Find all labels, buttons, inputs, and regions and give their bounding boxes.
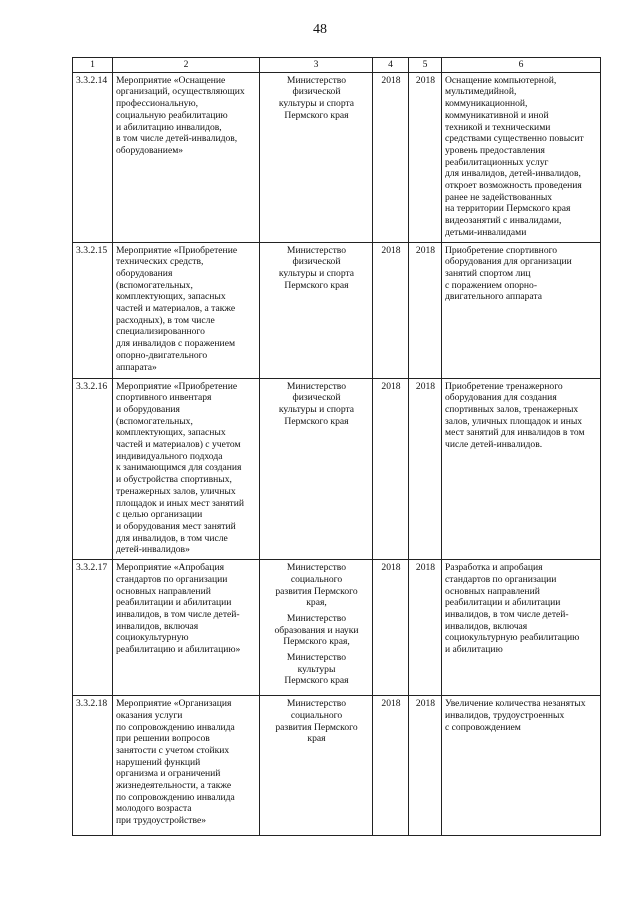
result-line: стандартов по организации <box>445 573 557 585</box>
event-line: инвалидов, в том числе детей- <box>116 608 240 620</box>
responsible-ministry <box>260 560 373 696</box>
ministry-line: культуры <box>297 663 336 675</box>
ministry-line: культуры и спорта <box>278 98 355 110</box>
event-line: стандартов по организации <box>116 573 228 585</box>
result-line: техникой и техническими <box>445 121 551 133</box>
item-number: 3.3.2.16 <box>73 378 113 560</box>
event-line: комплектующих, запасных <box>116 291 226 303</box>
event-line: Мероприятие «Апробация <box>116 562 224 574</box>
result-line: двигательного аппарата <box>445 291 542 303</box>
event-line: Мероприятие «Приобретение <box>116 244 238 256</box>
event-line: социальную реабилитацию <box>116 109 228 121</box>
event-line: жизнедеятельности, а также <box>116 780 232 792</box>
ministry-line: Пермского края <box>284 415 349 427</box>
result-line: инвалидов, включая <box>445 620 528 632</box>
result-line: инвалидов, трудоустроенных <box>445 709 565 721</box>
event-line: организаций, осуществляющих <box>116 86 245 98</box>
ministry-line: развития Пермского <box>275 585 358 597</box>
result-line: инвалидов, в том числе детей- <box>445 608 569 620</box>
year-start: 2018 <box>373 242 409 378</box>
event-line: (вспомогательных, <box>116 415 193 427</box>
year-start: 2018 <box>373 696 409 836</box>
expected-result <box>442 242 601 378</box>
result-line: занятий спортом лиц <box>445 267 531 279</box>
result-line: на территории Пермского края <box>445 203 571 215</box>
event-line: оборудованием» <box>116 144 184 156</box>
result-line: детьми-инвалидами <box>445 226 527 238</box>
responsible-ministry <box>260 72 373 242</box>
ministry-line: физической <box>292 86 341 98</box>
result-line: с сопровождением <box>445 721 521 733</box>
result-line: уровень предоставления <box>445 144 545 156</box>
result-line: видеозанятий с инвалидами, <box>445 215 562 227</box>
column-header: 4 <box>373 58 409 73</box>
result-line: Приобретение тренажерного <box>445 380 563 392</box>
event-line: для инвалидов, в том числе <box>116 532 228 544</box>
result-line: Разработка и апробация <box>445 562 543 574</box>
result-line: оборудования для создания <box>445 392 557 404</box>
result-line: откроет возможность проведения <box>445 180 582 192</box>
ministry-line: Министерство <box>286 244 347 256</box>
ministry-line: Пермского края <box>284 109 349 121</box>
table-row <box>73 242 601 378</box>
column-header: 3 <box>260 58 373 73</box>
result-line: коммуникативной и иной <box>445 109 549 121</box>
item-number: 3.3.2.14 <box>73 72 113 242</box>
result-line: для инвалидов, детей-инвалидов, <box>445 168 581 180</box>
event-description <box>113 72 260 242</box>
result-line: с поражением опорно- <box>445 279 538 291</box>
event-line: основных направлений <box>116 585 211 597</box>
result-line: числе детей-инвалидов. <box>445 439 543 451</box>
result-line: оборудования для организации <box>445 256 572 268</box>
table-row <box>73 696 601 836</box>
event-line: частей и материалов, а также <box>116 303 236 315</box>
result-line: спортивных залов, тренажерных <box>445 403 579 415</box>
event-line: опорно-двигательного <box>116 349 208 361</box>
event-description <box>113 242 260 378</box>
ministry-line: Пермского края <box>284 675 349 687</box>
table-row <box>73 560 601 696</box>
ministry-line: социального <box>290 573 343 585</box>
ministry-line: развития Пермского <box>275 721 358 733</box>
event-line: частей и материалов) с учетом <box>116 439 241 451</box>
year-end: 2018 <box>409 378 442 560</box>
event-line: технических средств, <box>116 256 204 268</box>
responsible-ministry <box>260 242 373 378</box>
result-line: Приобретение спортивного <box>445 244 558 256</box>
result-line: коммуникационной, <box>445 98 528 110</box>
responsible-ministry <box>260 696 373 836</box>
ministry-line: Министерство <box>286 380 347 392</box>
event-line: реабилитации и абилитации <box>116 597 232 609</box>
event-line: комплектующих, запасных <box>116 427 226 439</box>
ministry-line: физической <box>292 256 341 268</box>
responsible-ministry <box>260 378 373 560</box>
event-line: оборудования <box>116 267 173 279</box>
event-line: по сопровождению инвалида <box>116 791 235 803</box>
ministry-line: образования и науки <box>274 624 359 636</box>
expected-result <box>442 560 601 696</box>
event-line: к занимающимся для создания <box>116 462 242 474</box>
year-end: 2018 <box>409 696 442 836</box>
result-line: мест занятий для инвалидов в том <box>445 427 585 439</box>
event-line: специализированного <box>116 326 205 338</box>
event-line: (вспомогательных, <box>116 279 193 291</box>
event-line: расходных), в том числе <box>116 314 215 326</box>
column-header: 1 <box>73 58 113 73</box>
ministry-line: культуры и спорта <box>278 403 355 415</box>
event-description <box>113 560 260 696</box>
event-line: при решении вопросов <box>116 733 210 745</box>
event-line: и обустройства спортивных, <box>116 474 232 486</box>
event-line: занятости с учетом стойких <box>116 744 230 756</box>
event-line: по сопровождению инвалида <box>116 721 235 733</box>
result-line: основных направлений <box>445 585 540 597</box>
event-line: аппарата» <box>116 361 157 373</box>
result-line: реабилитационных услуг <box>445 156 549 168</box>
result-line: социокультурную реабилитацию <box>445 632 580 644</box>
table-header-row <box>73 58 601 73</box>
event-line: и абилитацию инвалидов, <box>116 121 222 133</box>
item-number: 3.3.2.17 <box>73 560 113 696</box>
event-line: при трудоустройстве» <box>116 815 207 827</box>
result-line: Увеличение количества незанятых <box>445 698 586 710</box>
item-number: 3.3.2.18 <box>73 696 113 836</box>
ministry-line: физической <box>292 392 341 404</box>
ministry-line: Министерство <box>286 652 347 664</box>
year-start: 2018 <box>373 72 409 242</box>
table-row <box>73 378 601 560</box>
event-line: социокультурную <box>116 632 189 644</box>
event-line: Мероприятие «Оснащение <box>116 74 226 86</box>
event-line: и оборудования <box>116 403 180 415</box>
event-line: в том числе детей-инвалидов, <box>116 133 238 145</box>
event-line: Мероприятие «Приобретение <box>116 380 238 392</box>
ministry-line: Министерство <box>286 74 347 86</box>
ministry-line: Министерство <box>286 698 347 710</box>
result-line: реабилитации и абилитации <box>445 597 561 609</box>
year-end: 2018 <box>409 560 442 696</box>
year-end: 2018 <box>409 72 442 242</box>
ministry-line: Пермского края, <box>283 636 350 648</box>
ministry-line: края, <box>306 597 327 609</box>
expected-result <box>442 378 601 560</box>
ministry-line: культуры и спорта <box>278 267 355 279</box>
event-line: реабилитацию и абилитацию» <box>116 644 241 656</box>
event-line: Мероприятие «Организация <box>116 698 232 710</box>
event-line: индивидуального подхода <box>116 450 223 462</box>
column-header: 5 <box>409 58 442 73</box>
column-header: 6 <box>442 58 601 73</box>
event-description <box>113 378 260 560</box>
event-line: организма и ограничений <box>116 768 221 780</box>
measures-table <box>72 57 601 836</box>
result-line: ранее не задействованных <box>445 191 553 203</box>
item-number: 3.3.2.15 <box>73 242 113 378</box>
event-line: детей-инвалидов» <box>116 544 190 556</box>
year-start: 2018 <box>373 560 409 696</box>
year-start: 2018 <box>373 378 409 560</box>
result-line: залов, уличных площадок и иных <box>445 415 583 427</box>
result-line: средствами существенно повысит <box>445 133 584 145</box>
expected-result <box>442 696 601 836</box>
event-line: тренажерных залов, уличных <box>116 485 236 497</box>
event-line: с целью организации <box>116 509 203 521</box>
result-line: мультимедийной, <box>445 86 517 98</box>
column-header: 2 <box>113 58 260 73</box>
event-description <box>113 696 260 836</box>
event-line: молодого возраста <box>116 803 192 815</box>
event-line: спортивного инвентаря <box>116 392 212 404</box>
result-line: и абилитацию <box>445 644 503 656</box>
event-line: оказания услуги <box>116 709 183 721</box>
year-end: 2018 <box>409 242 442 378</box>
result-line: Оснащение компьютерной, <box>445 74 557 86</box>
event-line: и оборудования мест занятий <box>116 520 236 532</box>
ministry-line: Министерство <box>286 562 347 574</box>
ministry-line: социального <box>290 709 343 721</box>
table-row <box>73 72 601 242</box>
event-line: профессиональную, <box>116 98 199 110</box>
table-body <box>73 72 601 835</box>
event-line: нарушений функций <box>116 756 201 768</box>
event-line: инвалидов, включая <box>116 620 199 632</box>
page-number: 48 <box>313 22 327 37</box>
ministry-line: Пермского края <box>284 279 349 291</box>
event-line: для инвалидов с поражением <box>116 338 236 350</box>
expected-result <box>442 72 601 242</box>
event-line: площадок и иных мест занятий <box>116 497 245 509</box>
ministry-line: края <box>307 733 326 745</box>
ministry-line: Министерство <box>286 612 347 624</box>
